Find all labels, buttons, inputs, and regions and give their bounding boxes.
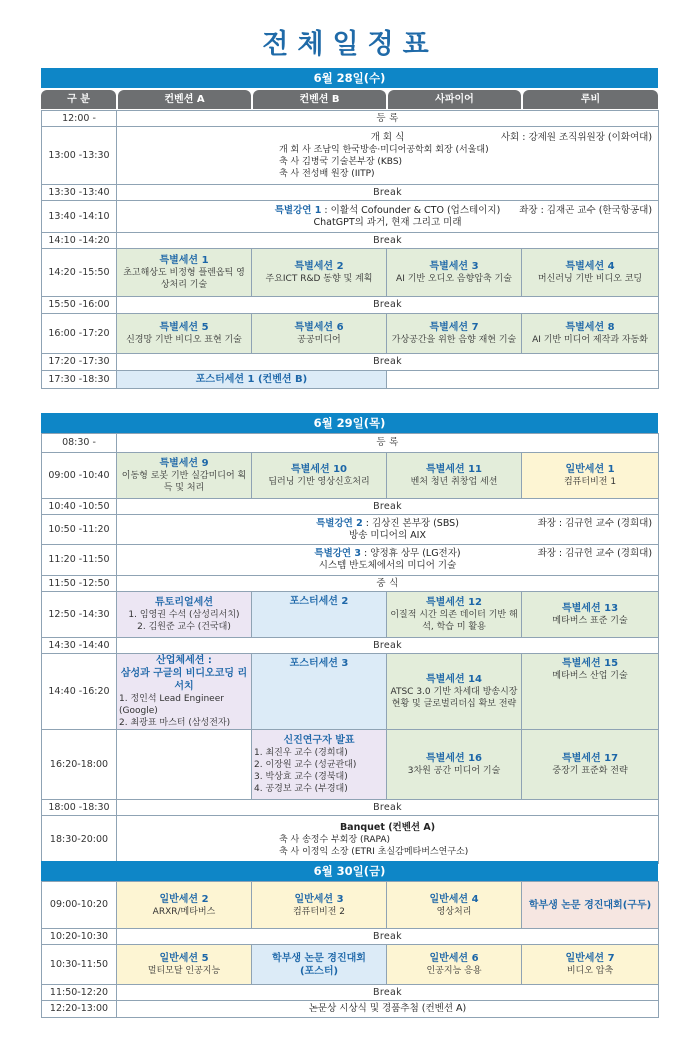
lunch-cell: 중 식: [117, 576, 659, 592]
session-name: 일반세션 1: [565, 464, 615, 475]
break-cell: Break: [117, 354, 659, 371]
session-topic: 1. 최진우 교수 (경희대): [254, 748, 348, 758]
session-name: 특별세션 9: [159, 458, 209, 469]
table-row: [42, 201, 659, 233]
time-cell: 11:50-12:20: [42, 985, 117, 1001]
time-cell: 12:20-13:00: [42, 1001, 117, 1018]
session-topic: 신경망 기반 비디오 표현 기술: [126, 335, 242, 345]
session-name: 학부생 논문 경진대회: [272, 952, 366, 964]
banquet-cell: [117, 816, 659, 864]
table-row: [42, 127, 659, 185]
session-name: 특별세션 15: [561, 658, 619, 669]
table-row: [42, 592, 659, 638]
session-topic: ATSC 3.0 기반 차세대 방송시장 현황 및 글로벌리더십 확보 전략: [390, 687, 518, 709]
session-topic: ARXR/메타버스: [152, 906, 216, 917]
keynote-1: [117, 201, 659, 233]
day3-table: [41, 881, 659, 1018]
session-topic: 초고해상도 비정형 플렌옵틱 영상처리 기술: [123, 268, 245, 290]
table-row: [42, 929, 659, 945]
time-cell: 11:20 -11:50: [42, 545, 117, 576]
table-row: [42, 945, 659, 985]
session-name: 일반세션 2: [159, 893, 209, 905]
session-cell: [387, 730, 522, 800]
day1-schedule: [41, 68, 658, 389]
session-name: 특별세션 3: [429, 261, 479, 272]
poster-session-2: [252, 592, 387, 638]
table-row: [42, 185, 659, 201]
session-name: 일반세션 4: [429, 893, 479, 905]
page-title: 전체일정표: [262, 29, 438, 60]
session-cell: [117, 882, 252, 929]
keynote-chair: 좌장 : 김규헌 교수 (경희대): [537, 517, 653, 529]
session-topic: AI 기반 오디오 음향압축 기술: [396, 274, 512, 284]
session-cell: [522, 592, 659, 638]
table-row: [42, 314, 659, 354]
keynote-topic: 시스템 반도체에서의 미디어 기술: [318, 560, 457, 571]
time-cell: 18:00 -18:30: [42, 800, 117, 816]
session-name: 삼성과 구글의 비디오코딩 리서치: [120, 668, 248, 692]
opening-line: 개 회 사 조남익 한국방송·미디어공학회 회장 (서울대): [279, 144, 489, 155]
time-cell: 13:40 -14:10: [42, 201, 117, 233]
session-cell: [252, 453, 387, 499]
break-cell: Break: [117, 499, 659, 515]
table-row: [42, 985, 659, 1001]
keynote-3: [117, 545, 659, 576]
col-sapphire: 사파이어: [388, 90, 521, 109]
time-cell: 17:30 -18:30: [42, 371, 117, 389]
table-row: [42, 499, 659, 515]
keynote-topic: ChatGPT의 과거, 현재 그리고 미래: [313, 216, 462, 228]
session-cell: [387, 592, 522, 638]
session-name: 학부생 논문 경진대회(구두): [528, 899, 652, 911]
break-cell: Break: [117, 638, 659, 654]
day1-date-bar: 6월 28일(수): [41, 68, 658, 88]
session-name: 일반세션 3: [294, 893, 344, 905]
session-cell: [387, 314, 522, 354]
time-cell: 10:20-10:30: [42, 929, 117, 945]
keynote-label: 특별강연 1: [274, 204, 322, 216]
table-row: [42, 453, 659, 499]
keynote-2: [117, 515, 659, 545]
table-row: [42, 297, 659, 314]
session-name: 포스터세션 3: [289, 658, 349, 669]
day3-date-bar: 6월 30일(금): [41, 861, 658, 881]
session-cell: [387, 882, 522, 929]
opening-line: 축 사 김병국 기술본부장 (KBS): [279, 156, 403, 167]
session-name: 특별세션 2: [294, 261, 344, 272]
session-cell: [252, 882, 387, 929]
col-ruby: 루비: [523, 90, 658, 109]
time-cell: 10:50 -11:20: [42, 515, 117, 545]
session-cell: [522, 654, 659, 730]
keynote-speaker: : 이활석 Cofounder & CTO (업스테이지): [321, 204, 501, 216]
session-topic: 이질적 시간 의존 데이터 기반 해석, 학습 미 활용: [390, 610, 518, 632]
keynote-label: 특별강연 3: [314, 548, 362, 559]
opening-line: 축 사 전성배 원장 (IITP): [279, 168, 375, 179]
time-cell: 09:00-10:20: [42, 882, 117, 929]
session-cell: [117, 453, 252, 499]
session-name: 특별세션 8: [565, 322, 615, 333]
session-cell: [522, 249, 659, 297]
time-cell: 18:30-20:00: [42, 816, 117, 864]
session-name: 포스터세션 2: [289, 596, 349, 607]
time-cell: 16:20-18:00: [42, 730, 117, 800]
session-cell: [387, 249, 522, 297]
session-cell: [387, 453, 522, 499]
table-row: [42, 545, 659, 576]
session-name: 특별세션 14: [425, 674, 483, 685]
break-cell: Break: [117, 233, 659, 249]
day3-schedule: [41, 861, 658, 1018]
table-row: [42, 233, 659, 249]
time-cell: 08:30 -: [42, 434, 117, 453]
session-topic: 컴퓨터비전 2: [292, 906, 346, 917]
time-cell: 13:30 -13:40: [42, 185, 117, 201]
session-topic: 메타버스 표준 기술: [552, 616, 628, 626]
time-cell: 15:50 -16:00: [42, 297, 117, 314]
session-topic: 1. 임영권 수석 (삼성리서치): [128, 610, 240, 620]
banquet-line: 축 사 송정수 부회장 (RAPA): [279, 834, 391, 845]
col-convention-a: 컨벤션 A: [118, 90, 251, 109]
table-row: [42, 800, 659, 816]
session-name: 특별세션 16: [425, 753, 483, 764]
session-topic: 공공미디어: [297, 335, 341, 345]
poster-session-1: [117, 371, 387, 389]
session-topic: 컴퓨터비전 1: [563, 477, 617, 487]
session-topic: 메타버스 산업 기술: [552, 671, 628, 681]
session-topic: 1. 정인석 Lead Engineer (Google): [119, 694, 224, 716]
time-cell: 10:30-11:50: [42, 945, 117, 985]
session-topic: 2. 이장원 교수 (성균관대): [254, 760, 357, 770]
time-cell: 10:40 -10:50: [42, 499, 117, 515]
session-name: 특별세션 1: [159, 255, 209, 266]
session-topic: 멀티모달 인공지능: [147, 966, 221, 976]
session-name: 튜토리얼세션: [155, 597, 213, 608]
session-topic: 4. 공경보 교수 (부경대): [254, 784, 348, 794]
table-row: [42, 371, 659, 389]
session-cell: [117, 314, 252, 354]
session-name: 특별세션 4: [565, 261, 615, 272]
break-cell: Break: [117, 297, 659, 314]
session-topic: 머신러닝 기반 비디오 코딩: [537, 274, 643, 284]
time-cell: 13:00 -13:30: [42, 127, 117, 185]
day2-date-bar: 6월 29일(목): [41, 413, 658, 433]
award-ceremony: 논문상 시상식 및 경품추첨 (컨벤션 A): [117, 1001, 659, 1018]
time-cell: 11:50 -12:50: [42, 576, 117, 592]
session-name: 포스터세션 1 (컨벤션 B): [195, 374, 308, 385]
time-cell: 12:50 -14:30: [42, 592, 117, 638]
time-cell: 12:00 -: [42, 111, 117, 127]
table-row: [42, 576, 659, 592]
table-row: [42, 249, 659, 297]
day1-table: [41, 110, 659, 389]
session-cell: [522, 730, 659, 800]
session-name: 특별세션 7: [429, 322, 479, 333]
session-cell: [252, 249, 387, 297]
session-topic: 비디오 압축: [566, 966, 614, 976]
industry-session: [117, 654, 252, 730]
break-cell: Break: [117, 185, 659, 201]
table-row: [42, 654, 659, 730]
session-name: 일반세션 7: [565, 953, 615, 964]
session-topic: 2. 최광표 마스터 (삼성전자): [119, 718, 231, 728]
undergrad-contest-oral: [522, 882, 659, 929]
table-row: [42, 434, 659, 453]
session-cell: [252, 314, 387, 354]
opening-title: 개 회 식: [370, 131, 405, 143]
poster-session-3: [252, 654, 387, 730]
table-row: [42, 1001, 659, 1018]
registration-cell: 등 록: [117, 111, 659, 127]
table-row: [42, 638, 659, 654]
session-cell: [117, 945, 252, 985]
session-name: 특별세션 12: [425, 597, 483, 608]
session-topic: 인공지능 응용: [426, 966, 482, 976]
time-cell: 17:20 -17:30: [42, 354, 117, 371]
table-row: [42, 816, 659, 864]
session-cell: [522, 314, 659, 354]
session-name: 특별세션 6: [294, 322, 344, 333]
day2-schedule: [41, 413, 658, 864]
session-cell: [522, 945, 659, 985]
session-name: 특별세션 5: [159, 322, 209, 333]
session-topic: 주요ICT R&D 동향 및 계획: [265, 274, 373, 284]
time-cell: 14:20 -15:50: [42, 249, 117, 297]
keynote-chair: 좌장 : 김규헌 교수 (경희대): [537, 548, 653, 559]
registration-cell: 등 록: [117, 434, 659, 453]
time-cell: 09:00 -10:40: [42, 453, 117, 499]
young-researcher-session: [252, 730, 387, 800]
empty-cell: [117, 730, 252, 800]
time-cell: 14:40 -16:20: [42, 654, 117, 730]
banquet-line: 축 사 이정익 소장 (ETRI 초실감메타버스연구소): [279, 846, 469, 857]
session-name: (포스터): [299, 965, 339, 977]
session-name: 일반세션 5: [159, 953, 209, 964]
keynote-chair: 좌장 : 김재곤 교수 (한국항공대): [519, 204, 653, 216]
time-cell: 14:30 -14:40: [42, 638, 117, 654]
table-row: [42, 354, 659, 371]
table-row: [42, 882, 659, 929]
opening-ceremony: [117, 127, 659, 185]
session-cell: [117, 249, 252, 297]
keynote-speaker: : 김상진 본부장 (SBS): [362, 517, 459, 529]
table-row: [42, 515, 659, 545]
session-name: 특별세션 17: [561, 753, 619, 764]
col-convention-b: 컨벤션 B: [253, 90, 386, 109]
session-name: 신진연구자 발표: [283, 735, 355, 746]
session-topic: 벤처 청년 취창업 세션: [410, 477, 498, 487]
time-cell: 14:10 -14:20: [42, 233, 117, 249]
keynote-topic: 방송 미디어의 AIX: [349, 529, 426, 541]
opening-chair: 사회 : 강제원 조직위원장 (이화여대): [500, 131, 653, 143]
undergrad-contest-poster: [252, 945, 387, 985]
session-topic: 가상공간을 위한 음향 재현 기술: [391, 335, 517, 345]
empty-cell: [387, 371, 659, 389]
session-name: 특별세션 13: [561, 603, 619, 614]
session-name: 산업체세션 :: [156, 655, 212, 666]
session-topic: 영상처리: [436, 906, 472, 917]
session-topic: AI 기반 미디어 제작과 자동화: [532, 335, 648, 345]
session-name: 특별세션 11: [425, 464, 483, 475]
session-topic: 이동형 로봇 기반 실감미디어 획득 및 처리: [121, 471, 247, 493]
session-topic: 3. 박상효 교수 (경북대): [254, 772, 348, 782]
session-cell: [387, 654, 522, 730]
tutorial-session: [117, 592, 252, 638]
session-cell: [387, 945, 522, 985]
time-cell: 16:00 -17:20: [42, 314, 117, 354]
col-time: 구 분: [41, 90, 116, 109]
keynote-label: 특별강연 2: [316, 517, 363, 529]
session-name: 일반세션 6: [429, 953, 479, 964]
session-topic: 3차원 공간 미디어 기술: [407, 766, 501, 776]
keynote-speaker: : 양정휴 상무 (LG전자): [361, 548, 461, 559]
break-cell: Break: [117, 800, 659, 816]
column-header: [41, 90, 658, 109]
break-cell: Break: [117, 985, 659, 1001]
session-topic: 딥러닝 기반 영상신호처리: [268, 477, 370, 487]
day2-table: [41, 433, 659, 864]
break-cell: Break: [117, 929, 659, 945]
session-cell: [522, 453, 659, 499]
session-topic: 2. 김원준 교수 (건국대): [137, 622, 231, 632]
session-name: 특별세션 10: [290, 464, 348, 475]
session-topic: 중장기 표준화 전략: [552, 766, 628, 776]
table-row: [42, 111, 659, 127]
banquet-title: Banquet (컨벤션 A): [339, 821, 436, 833]
table-row: [42, 730, 659, 800]
